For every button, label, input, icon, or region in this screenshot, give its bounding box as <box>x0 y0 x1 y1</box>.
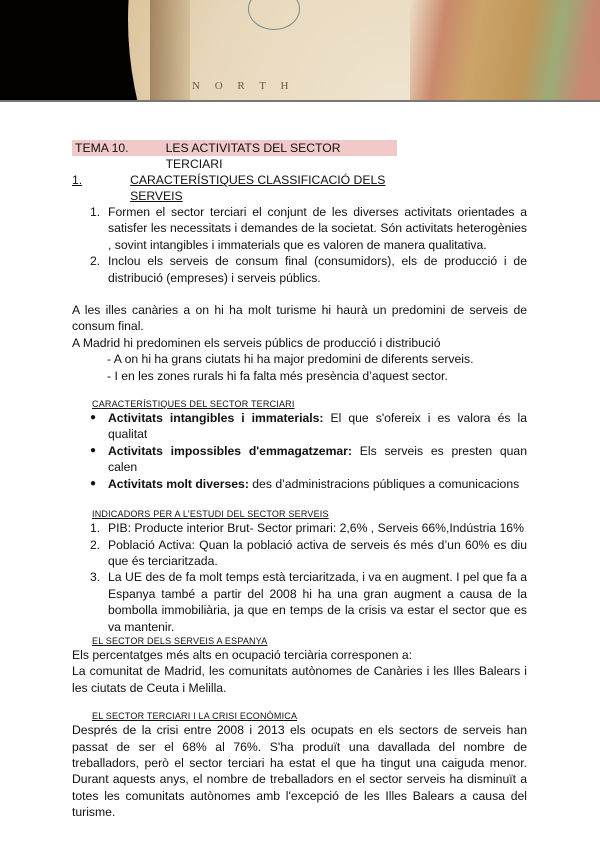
paragraph: Els percentatges més alts en ocupació terciària corresponen a: <box>72 647 413 662</box>
document-body <box>72 140 527 821</box>
item-number: 3. <box>90 570 101 585</box>
subheading: EL SECTOR DELS SERVEIS A ESPANYA <box>92 635 268 646</box>
bullet-term: Activitats molt diverses: <box>108 476 249 491</box>
item-text: PIB: Producte interior Brut- Sector primari: 2,6% , Serveis 66%,Indústria 16% <box>108 521 524 536</box>
item-number: 2. <box>90 254 101 269</box>
item-number: 1. <box>90 521 101 536</box>
bullet-text: Els serveis es presten quan calen <box>108 443 527 475</box>
bullet-text: El que s'ofereix i es valora és la qualitat <box>108 411 527 442</box>
bullet-list <box>90 410 527 492</box>
list-item <box>90 569 527 635</box>
dash-item: - I en les zones rurals hi fa falta més presència d’aquest sector. <box>107 368 448 383</box>
bullet-text: des d’administracions públiques a comunicacions <box>248 476 520 491</box>
bullet-term: Activitats intangibles i immaterials: <box>108 411 324 426</box>
bullet-icon: ● <box>90 412 97 424</box>
paragraph: La comunitat de Madrid, les comunitats autònomes de Canàries i les Illes Balears i les ciutats de Ceuta i Melilla. <box>72 664 527 695</box>
title-number: TEMA 10. <box>75 141 129 155</box>
bullet-term: Activitats impossibles d'emmagatzemar: <box>108 443 352 458</box>
bullet-item <box>90 476 527 492</box>
section-title: CARACTERÍSTIQUES CLASSIFICACIÓ DELS SERVEIS <box>130 173 386 203</box>
item-number: 1. <box>90 205 101 219</box>
dash-item: - A on hi ha grans ciutats hi ha major predomini de diferents serveis. <box>107 352 474 367</box>
list-item <box>90 204 527 253</box>
paragraph: Després de la crisi entre 2008 i 2013 els ocupats en els sectors de serveis han passat de ser el 68% al 76%. S'ha produït una davallada del nombre de treballadors, però el sector terciari ha estat el que ha tingut una caiguda menor. Durant aquests anys, el nombre de treballadors en el sector serveis ha disminuït a totes les comunitats autònomes amb l'excepció de les Illes Balears a causa del turisme. <box>72 723 527 820</box>
list-item <box>90 537 527 570</box>
section-number: 1. <box>72 173 83 187</box>
item-text: Formen el sector terciari el conjunt de les diverses activitats orientades a satisfer les necessitats i demandes de la societat. Són activitats heterogènies , sovint intangibles i immaterials que es valoren de manera qualitativa. <box>108 205 527 252</box>
paragraph: A Madrid hi predominen els serveis públics de producció i distribució <box>72 335 441 350</box>
page-title <box>72 140 397 171</box>
globe-banner-image <box>0 0 600 102</box>
bullet-item <box>90 443 527 476</box>
bullet-icon: ● <box>90 477 97 489</box>
title-text: LES ACTIVITATS DEL SECTOR TERCIARI <box>165 141 341 171</box>
map-label: N O R T H <box>192 80 295 92</box>
subheading: CARACTERÍSTIQUES DEL SECTOR TERCIARI <box>92 399 295 410</box>
numbered-list <box>90 520 527 635</box>
coastline <box>150 0 190 102</box>
subheading: EL SECTOR TERCIARI I LA CRISI ECONÒMICA <box>92 711 298 722</box>
item-text: La UE des de fa molt temps està terciaritzada, i va en augment. I pel que fa a Espanya també a partir del 2008 hi ha una gran augment a causa de la bombolla immobiliària, ja que en temps de la crisis va estar el sector que es va mantenir. <box>108 570 527 634</box>
item-text: Inclou els serveis de consum final (consumidors), els de producció i de distribució (empreses) i serveis públics. <box>108 254 527 285</box>
item-number: 2. <box>90 537 101 552</box>
africa-map <box>410 0 600 102</box>
banner-divider <box>0 100 600 102</box>
paragraph: A les illes canàries a on hi ha molt turisme hi haurà un predomini de serveis de consum final. <box>72 303 527 334</box>
numbered-list <box>90 204 527 286</box>
section-heading <box>72 172 417 204</box>
bullet-icon: ● <box>90 444 97 456</box>
subheading: INDICADORS PER A L’ESTUDI DEL SECTOR SERVEIS <box>92 509 329 520</box>
list-item <box>90 520 527 536</box>
list-item <box>90 253 527 286</box>
bullet-item <box>90 410 527 443</box>
item-text: Població Activa: Quan la població activa de serveis és més d’un 60% es diu que és terciaritzada. <box>108 537 527 568</box>
